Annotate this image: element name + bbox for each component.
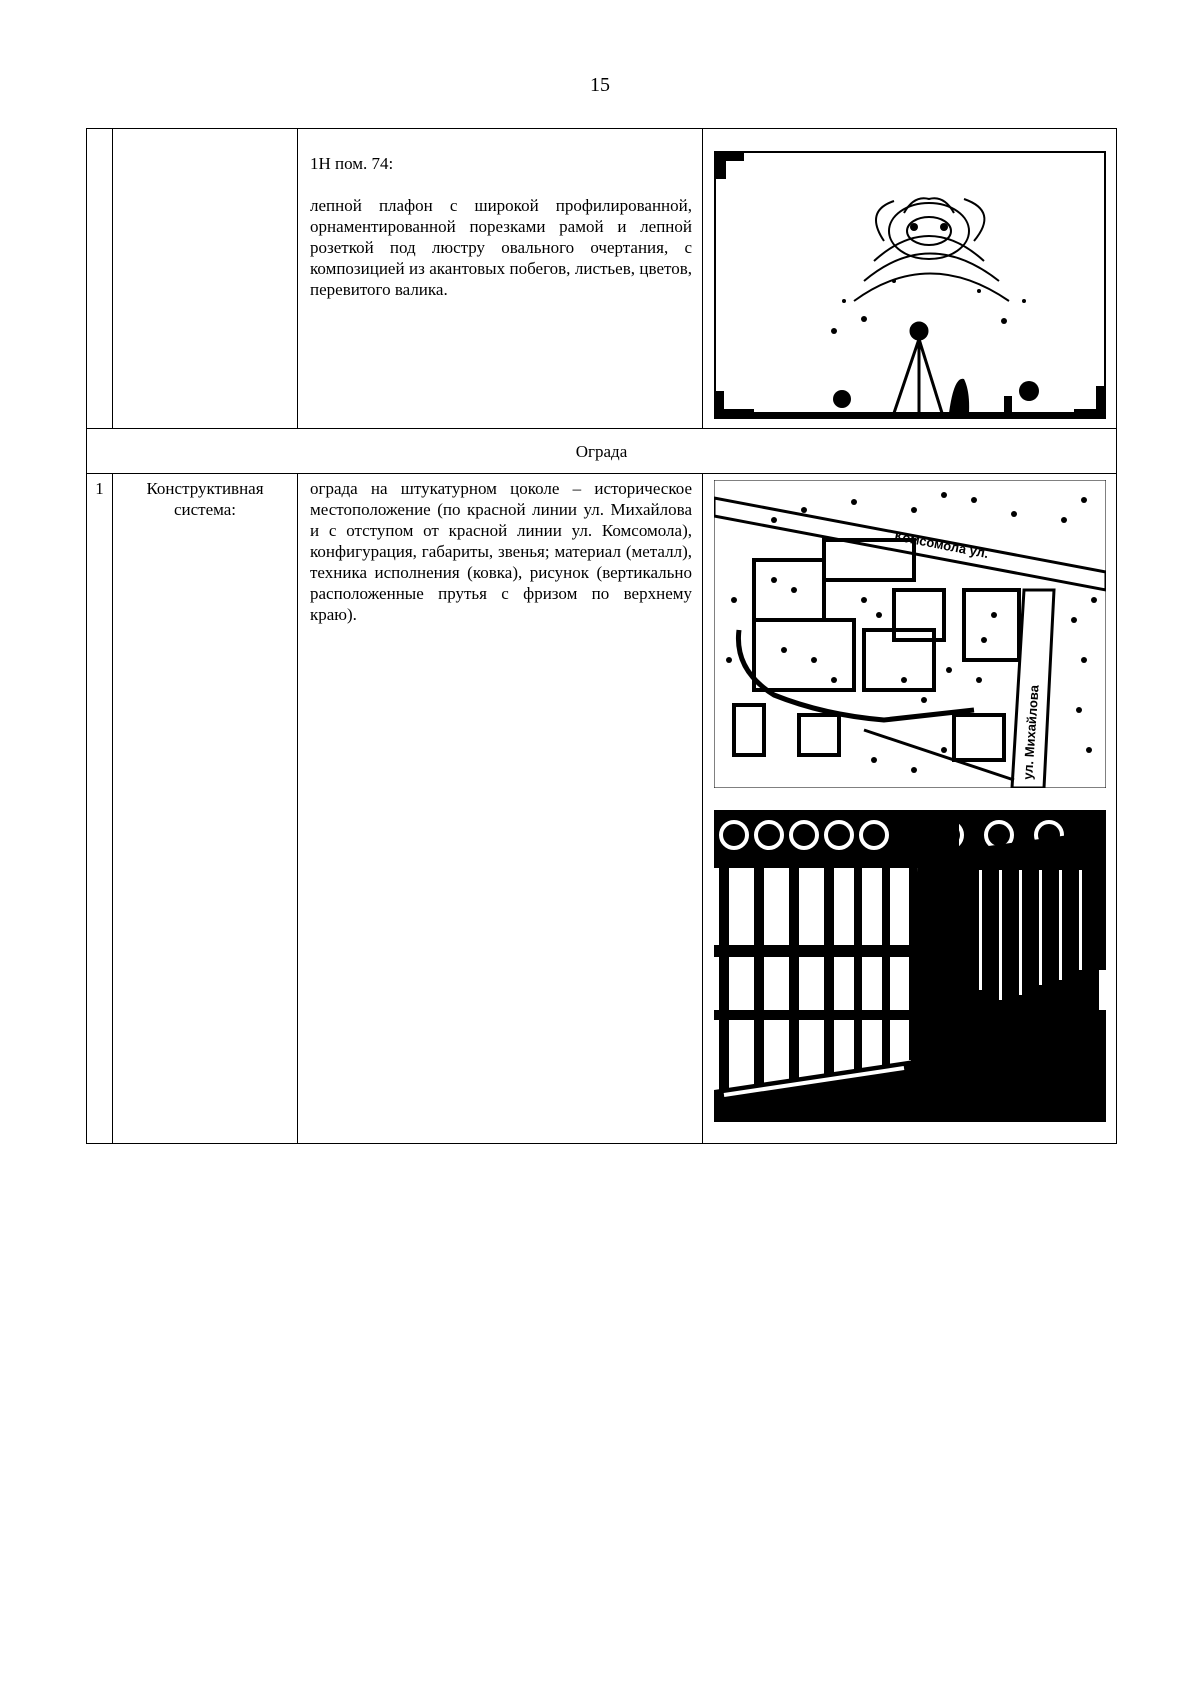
row-description-cell xyxy=(298,129,703,429)
site-plan-map-icon xyxy=(714,480,1106,788)
page-number: 15 xyxy=(590,74,610,96)
row-image-cell xyxy=(703,474,1117,1144)
row-image-cell xyxy=(703,129,1117,429)
description-text: лепной плафон с широкой профилированной, орнаментированной порезками рамой и лепной розеткой под люстру овального очертания, с композицией из акантовых побегов, листьев, цветов, перевитого валика. xyxy=(310,196,692,299)
section-row xyxy=(87,429,1117,474)
description-text: ограда на штукатурном цоколе – историческое местоположение (по красной линии ул. Михайлова и с отступом от красной линии ул. Комсомола), конфигурация, габариты, звенья; материал (металл), техника исполнения (ковка), рисунок (вертикально расположенные прутья с фризом по верхнему краю). xyxy=(310,479,692,624)
fence-photo-icon xyxy=(714,810,1106,1122)
ceiling-plafond-photo-icon xyxy=(714,151,1106,419)
heritage-table xyxy=(86,128,1117,1144)
map-street-label: ул. Михайлова xyxy=(1019,684,1042,781)
description-heading: 1Н пом. 74: xyxy=(310,154,394,173)
section-title: Ограда xyxy=(87,429,1117,474)
row-number-cell: 1 xyxy=(87,474,113,1144)
row-number-cell xyxy=(87,129,113,429)
table-row xyxy=(87,474,1117,1144)
row-name-cell xyxy=(113,129,298,429)
map-street-label: Комсомола ул. xyxy=(892,528,990,562)
table-row xyxy=(87,129,1117,429)
row-description-cell xyxy=(298,474,703,1144)
row-name-cell: Конструктивная система: xyxy=(113,474,298,1144)
